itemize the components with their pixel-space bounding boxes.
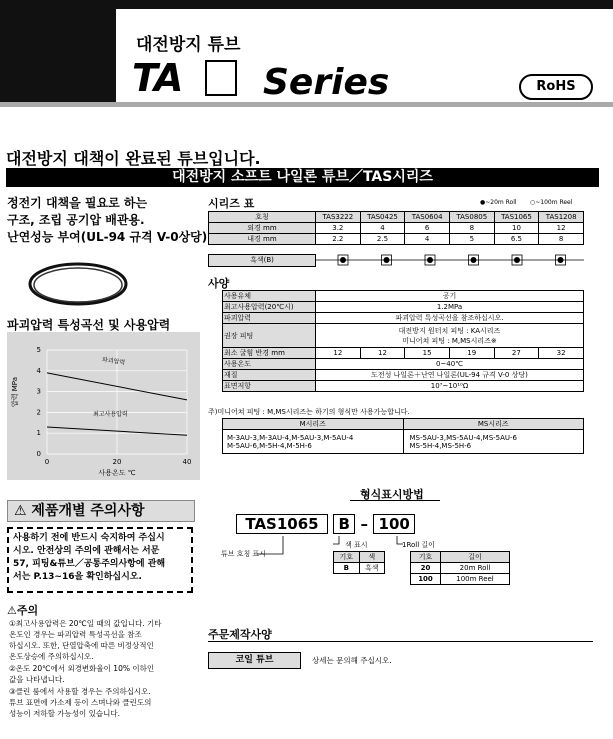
model-line: MS-5AU-3,MS-5AU-4,MS-5AU-6 — [409, 433, 518, 442]
chart-title: 파괴압력 특성곡선 및 사용압력 — [7, 318, 171, 332]
x-tick-label: 20 — [112, 458, 122, 466]
x-tick-label: 0 — [44, 458, 50, 466]
note-line: 온도인 경우는 파괴압력 특성곡선을 참조 — [9, 630, 142, 639]
size-label: 튜브 호칭 표시 — [221, 550, 267, 558]
spec-table — [222, 290, 584, 392]
radius-cell: 15 — [405, 348, 450, 359]
model-cell: TAS0425 — [360, 212, 405, 223]
color-code-table — [333, 551, 385, 574]
m-series-head: M시리즈 — [223, 419, 404, 430]
radius-cell: 19 — [449, 348, 494, 359]
table-cell: 100m Reel — [441, 574, 510, 585]
od-cell: 6 — [405, 223, 450, 234]
model-line: M-3AU-3,M-3AU-4,M-5AU-3,M-5AU-4 — [227, 433, 354, 442]
id-cell: 4 — [405, 234, 450, 245]
order-code — [236, 514, 415, 534]
caution-line: 시오. 안전상의 주의에 관해서는 서문 — [13, 546, 160, 556]
page-title: TA — [132, 56, 183, 100]
burst-curve-label: 파괴압력 — [101, 356, 126, 367]
fitting-mini: 미니어쳐 피팅 : M,MS시리즈※ — [402, 336, 497, 345]
series-table-title: 시리즈 표 — [208, 197, 255, 210]
spec-value: 10⁷~10¹⁰Ω — [316, 381, 584, 392]
note-line: 성능이 저하할 가능성이 있습니다. — [9, 709, 120, 718]
legend-roll: ●~20m Roll — [480, 199, 517, 206]
radius-cell: 12 — [316, 348, 361, 359]
headline: 대전방지 대책이 완료된 튜브입니다. — [6, 149, 261, 168]
color-code-box: B — [333, 514, 355, 534]
header-block — [0, 0, 116, 102]
fitting-ka: 대전방지 원터치 피팅 : KA시리즈 — [398, 326, 501, 335]
radius-cell: 32 — [539, 348, 584, 359]
title-series: Series — [263, 62, 390, 103]
od-cell: 10 — [494, 223, 539, 234]
note-line: 튜브 표면에 가소제 등이 스며나와 클린도의 — [9, 698, 152, 707]
order-title: 형식표시방법 — [360, 488, 424, 501]
spec-key: 권장 피팅 — [223, 324, 316, 348]
table-head: 길이 — [441, 552, 510, 563]
header-line — [116, 0, 613, 9]
y-tick-label: 1 — [36, 429, 41, 438]
legend-reel: ○~100m Reel — [530, 199, 573, 206]
spec-value — [316, 324, 584, 348]
model-line: MS-5H-4,MS-5H-6 — [409, 441, 472, 450]
spec-key: 사용온도 — [223, 359, 316, 370]
y-tick-label: 4 — [36, 366, 41, 375]
od-cell: 8 — [449, 223, 494, 234]
table-head: 색 — [359, 552, 385, 563]
roll-available-dot — [558, 257, 564, 263]
id-cell: 5 — [449, 234, 494, 245]
roll-available-dot — [471, 257, 477, 263]
x-axis-label: 사용온도 ℃ — [98, 469, 136, 477]
model-cell: TAS3222 — [316, 212, 361, 223]
table-cell: B — [334, 563, 360, 574]
table-cell: 20 — [411, 563, 441, 574]
max-curve-label: 최고사용압력 — [93, 411, 128, 418]
roll-available-dot — [340, 257, 346, 263]
row-label: 외경 mm — [209, 223, 316, 234]
table-cell: 흑색 — [359, 563, 385, 574]
banner: 대전방지 소프트 나일론 튜브／TAS시리즈 — [6, 168, 599, 187]
model-line: M-5AU-6,M-5H-4,M-5H-6 — [227, 441, 312, 450]
table-cell: 100 — [411, 574, 441, 585]
title-box-symbol — [205, 60, 237, 96]
note-line: ②온도 20℃에서 외경변화율이 10% 이하인 — [9, 664, 155, 673]
length-code-box: 100 — [373, 514, 415, 534]
row-label: 내경 mm — [209, 234, 316, 245]
note-line: 값을 나타냅니다. — [9, 675, 65, 684]
feature-item: 난연성능 부여(UL-94 규격 V-0상당) — [7, 230, 208, 244]
spec-key: 최소 굴힘 반경 mm — [223, 348, 316, 359]
y-axis-label: 압력 MPa — [11, 377, 19, 407]
y-tick-label: 2 — [36, 408, 41, 417]
roll-available-dot — [427, 257, 433, 263]
color-row-label: 흑색(B) — [208, 254, 316, 267]
model-code-box: TAS1065 — [236, 514, 328, 534]
id-cell: 2.5 — [360, 234, 405, 245]
table-cell: 20m Roll — [441, 563, 510, 574]
caution-line: 사용하기 전에 반드시 숙지하여 주십시 — [13, 533, 165, 543]
model-cell: TAS1208 — [539, 212, 584, 223]
spec-key: 파괴압력 — [223, 313, 316, 324]
note-line: 온도상승에 주의하십시오. — [9, 652, 94, 661]
radius-cell: 27 — [494, 348, 539, 359]
rohs-badge: RoHS — [519, 74, 593, 100]
spec-value: 공기 — [316, 291, 584, 302]
m-series-models — [223, 430, 404, 454]
feature-item: 정전기 대책을 필요로 하는 — [7, 196, 148, 210]
y-tick-label: 0 — [36, 450, 41, 458]
spec-key: 표면저항 — [223, 381, 316, 392]
spec-value: 파괴압력 특성곡선을 참조하십시오. — [316, 313, 584, 324]
ms-series-head: MS시리즈 — [403, 419, 584, 430]
table-head: 기호 — [334, 552, 360, 563]
x-tick-label: 40 — [182, 458, 192, 466]
roll-available-dot — [384, 257, 390, 263]
model-cell: TAS1065 — [494, 212, 539, 223]
feature-item: 구조, 조립 공기압 배관용. — [7, 213, 145, 227]
custom-rule — [208, 641, 593, 642]
spec-footnote: 주)미니어쳐 피팅 : M,MS시리즈는 하기의 형식만 사용가능합니다. — [208, 408, 410, 416]
spec-value: 도전성 나일론＋난연 나일론(UL-94 규격 V-0 상당) — [316, 370, 584, 381]
order-title-rule — [350, 500, 440, 501]
page-subtitle: 대전방지 튜브 — [136, 35, 241, 55]
length-label: 1Roll 길이 — [402, 541, 435, 549]
spec-title: 사양 — [208, 277, 230, 290]
spec-value: 0~40℃ — [316, 359, 584, 370]
y-tick-label: 5 — [36, 346, 41, 354]
coil-tube-label: 코일 튜브 — [208, 652, 301, 669]
od-cell: 3.2 — [316, 223, 361, 234]
chart-panel — [7, 332, 200, 480]
ms-series-models — [403, 430, 584, 454]
table-head: 기호 — [411, 552, 441, 563]
id-cell: 2.2 — [316, 234, 361, 245]
model-cell: TAS0604 — [405, 212, 450, 223]
caution-line: 57, 피팅&튜브／공통주의사항에 관해 — [13, 559, 166, 569]
roll-available-dot — [514, 257, 520, 263]
series-table — [208, 211, 584, 245]
spec-key: 최고사용압력(20℃시) — [223, 302, 316, 313]
spec-value: 1.2MPa — [316, 302, 584, 313]
feature-list — [7, 195, 207, 246]
radius-cell: 12 — [360, 348, 405, 359]
tube-image — [26, 260, 136, 310]
caution-header: ⚠ 제품개별 주의사항 — [7, 500, 195, 522]
availability-markers — [316, 252, 584, 270]
od-cell: 4 — [360, 223, 405, 234]
notes-title: ⚠주의 — [7, 604, 39, 617]
note-line: 하십시오. 또한, 단열압축에 따른 비정상적인 — [9, 641, 154, 650]
code-dash: – — [360, 515, 368, 533]
header-cell: 호칭 — [209, 212, 316, 223]
y-tick-label: 3 — [36, 387, 41, 396]
spec-key: 재질 — [223, 370, 316, 381]
id-cell: 8 — [539, 234, 584, 245]
note-line: ③클린 룸에서 사용할 경우는 주의하십시오. — [9, 687, 151, 696]
caution-box — [7, 527, 193, 593]
custom-title: 주문제작사양 — [208, 628, 272, 641]
caution-line: 서는 P.13~16을 확인하십시오. — [13, 572, 142, 582]
color-label: 색 표시 — [345, 541, 368, 549]
spec-key: 사용유체 — [223, 291, 316, 302]
od-cell: 12 — [539, 223, 584, 234]
length-code-table — [410, 551, 510, 585]
custom-desc: 상세는 문의해 주십시오. — [312, 656, 392, 665]
note-line: ①최고사용압력은 20℃일 때의 값입니다. 기타 — [9, 619, 162, 628]
id-cell: 6.5 — [494, 234, 539, 245]
chart-svg — [7, 332, 200, 480]
model-cell: TAS0805 — [449, 212, 494, 223]
mini-fitting-table — [222, 418, 584, 454]
